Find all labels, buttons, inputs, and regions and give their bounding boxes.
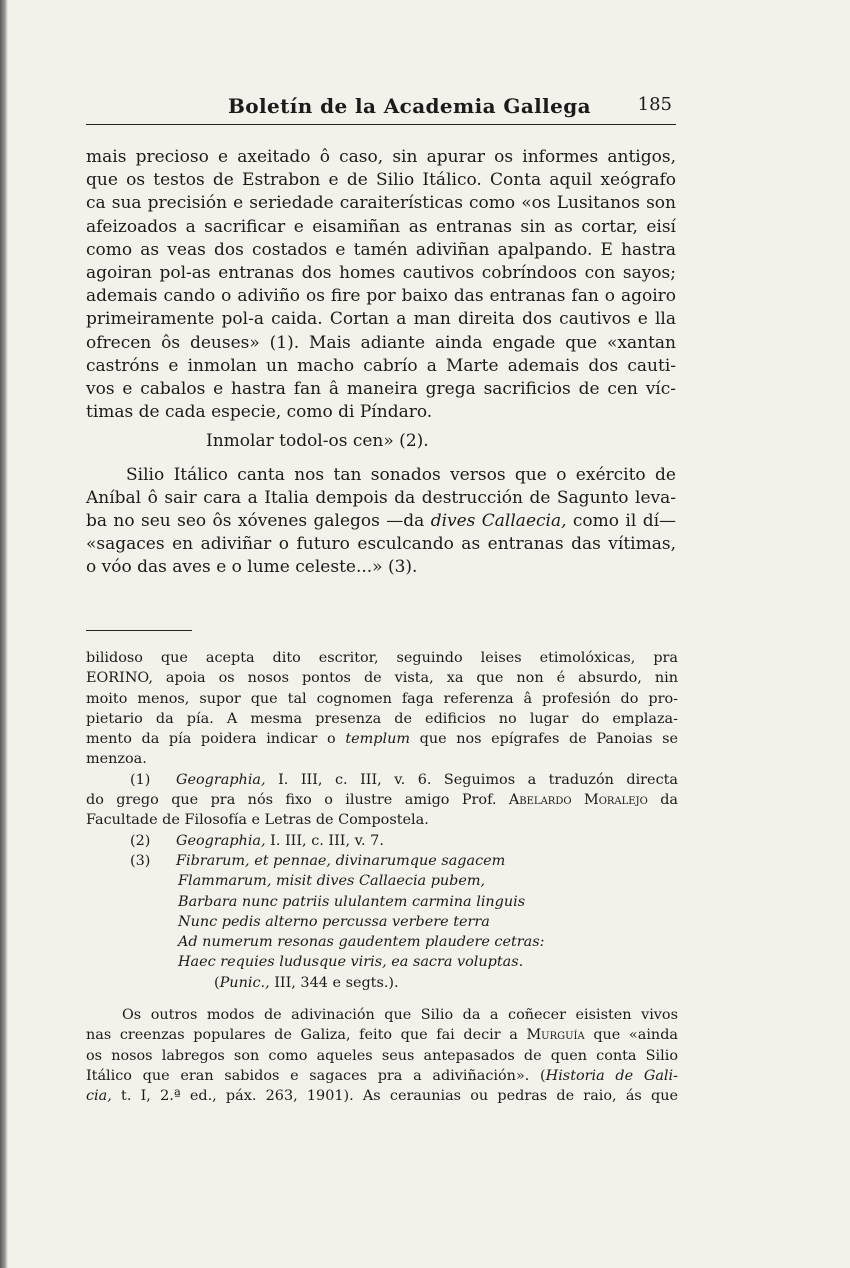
- italic-title: Punic.,: [219, 974, 270, 991]
- italic-word: templum: [345, 731, 410, 748]
- latin-verse: Fibrarum, et pennae, divinarumque sagacem: [176, 852, 506, 869]
- text-line: como as veas dos costados e tamén adiviñan apalpando. E hastra: [86, 239, 676, 260]
- note-line: [86, 729, 678, 749]
- text-line: que os testos de Estrabon e de Silio Itálico. Conta aquil xeógrafo: [86, 170, 676, 191]
- paragraph-2: [86, 464, 676, 580]
- text-segment: que nos epígrafes de Panoias se: [410, 731, 678, 748]
- verse-source: [86, 973, 678, 993]
- footnote-number: (1): [130, 771, 151, 788]
- footnote-1-line-1: [86, 770, 678, 790]
- note-line: [86, 1066, 678, 1086]
- note-line: [86, 1025, 678, 1045]
- footnote-number: (2): [130, 832, 151, 849]
- text-line: timas de cada especie, como di Píndaro.: [86, 402, 433, 423]
- note-line: Os outros modos de adivinación que Silio da a coñecer eisisten vivos: [122, 1007, 678, 1024]
- italic-title: cia,: [86, 1088, 112, 1105]
- note-line: pietario da pía. A mesma presenza de edificios no lugar do emplaza-: [86, 710, 678, 727]
- text-segment: I. III, c. III, v. 7.: [265, 832, 384, 849]
- text-segment: como il dí—: [566, 511, 677, 532]
- small-caps-name: Abelardo Moralejo: [508, 792, 648, 809]
- italic-latin-phrase: dives Callaecia,: [430, 511, 567, 532]
- latin-verse: Barbara nunc patriis ululantem carmina linguis: [178, 893, 526, 910]
- note-line: [86, 790, 678, 810]
- footnote-1-text: [176, 770, 678, 790]
- note-line: Facultade de Filosofía e Letras de Compostela.: [86, 812, 429, 829]
- verse-quote: Inmolar todol-os cen» (2).: [206, 431, 429, 452]
- latin-verse: Nunc pedis alterno percussa verbere terra: [178, 913, 490, 930]
- text-segment: Itálico que eran sabidos e sagaces pra a adiviñación». (: [86, 1067, 546, 1084]
- footnote-continuation: [86, 648, 678, 770]
- running-header: [86, 94, 676, 125]
- text-segment: I. III, c. III, v. 6. Seguimos a traduzón directa: [265, 771, 678, 788]
- text-line: [86, 510, 676, 533]
- text-line: Aníbal ô sair cara a Italia dempois da destrucción de Sagunto leva-: [86, 487, 676, 508]
- text-segment: (: [214, 974, 220, 991]
- latin-verse: Flammarum, misit dives Callaecia pubem,: [178, 873, 486, 890]
- footnote-paragraph: [86, 1005, 678, 1106]
- text-line: castróns e inmolan un macho cabrío a Marte ademais dos cauti-: [86, 355, 676, 376]
- latin-verse: Ad numerum resonas gaudentem plaudere cetras:: [178, 934, 545, 951]
- note-line: menzoa.: [86, 751, 147, 768]
- text-line: vos e cabalos e hastra fan â maneira grega sacrificios de cen víc-: [86, 379, 676, 400]
- footnote-separator: [86, 630, 192, 631]
- footnote-3-first: [86, 851, 678, 871]
- text-line: ca sua precisión e seriedade caraiterísticas como «os Lusitanos son: [86, 193, 676, 214]
- footnote-3: [86, 851, 678, 993]
- footnote-1: [86, 770, 678, 831]
- text-line: primeiramente pol-a caida. Cortan a man direita dos cautivos e lla: [86, 309, 676, 330]
- text-line: afeizoados a sacrificar e eisamiñan as entranas sin as cortar, eisí: [86, 216, 676, 237]
- text-line: «sagaces en adiviñar o futuro esculcando as entranas das vítimas,: [86, 534, 676, 555]
- page-binding-edge: [0, 0, 8, 1268]
- note-line: os nosos labregos son como aqueles seus antepasados de quen conta Silio: [86, 1047, 678, 1064]
- small-caps-name: Murguía: [526, 1027, 585, 1044]
- running-title: Boletín de la Academia Gallega: [228, 94, 592, 118]
- footnote-number: (3): [130, 852, 151, 869]
- text-line: ademais cando o adiviño os fire por baixo das entranas fan o agoiro: [86, 286, 676, 307]
- text-segment: III, 344 e segts.).: [269, 974, 399, 991]
- paragraph-1: [86, 146, 676, 424]
- page-number: 185: [637, 94, 672, 115]
- text-segment: t. I, 2.ª ed., páx. 263, 1901). As ceraunias ou pedras de raio, ás que: [111, 1088, 678, 1105]
- note-line: EORINO, apoia os nosos pontos de vista, xa que non é absurdo, nin: [86, 670, 678, 687]
- note-line: bilidoso que acepta dito escritor, seguindo leises etimolóxicas, pra: [86, 650, 678, 666]
- text-line: o vóo das aves e o lume celeste...» (3).: [86, 557, 418, 578]
- italic-title: Geographia,: [176, 832, 266, 849]
- text-segment: que «ainda: [584, 1027, 678, 1044]
- text-line: mais precioso e axeitado ô caso, sin apurar os informes antigos,: [86, 147, 676, 167]
- text-line: ofrecen ôs deuses» (1). Mais adiante ainda engade que «xantan: [86, 332, 676, 353]
- note-line: [86, 1086, 678, 1106]
- text-segment: mento da pía poidera indicar o: [86, 731, 346, 748]
- text-segment: da: [647, 792, 679, 809]
- text-line: agoiran pol-as entranas dos homes cautivos cobríndoos con sayos;: [86, 263, 676, 284]
- text-segment: ba no seu seo ôs xóvenes galegos —da: [86, 511, 431, 532]
- note-line: moito menos, supor que tal cognomen faga referenza â profesión do pro-: [86, 690, 678, 707]
- text-segment: do grego que pra nós fixo o ilustre amigo Prof.: [86, 792, 509, 809]
- main-text: [86, 146, 676, 580]
- italic-title: Geographia,: [176, 771, 266, 788]
- footnote-2-text: [176, 831, 384, 851]
- footnote-2: [86, 831, 678, 851]
- text-line: Silio Itálico canta nos tan sonados versos que o exército de: [126, 464, 676, 485]
- text-segment: nas creenzas populares de Galiza, feito que fai decir a: [86, 1027, 527, 1044]
- footnotes: [86, 648, 678, 1107]
- latin-verse: Haec requies ludusque viris, ea sacra voluptas.: [178, 954, 524, 971]
- italic-title: Historia de Gali-: [545, 1067, 678, 1084]
